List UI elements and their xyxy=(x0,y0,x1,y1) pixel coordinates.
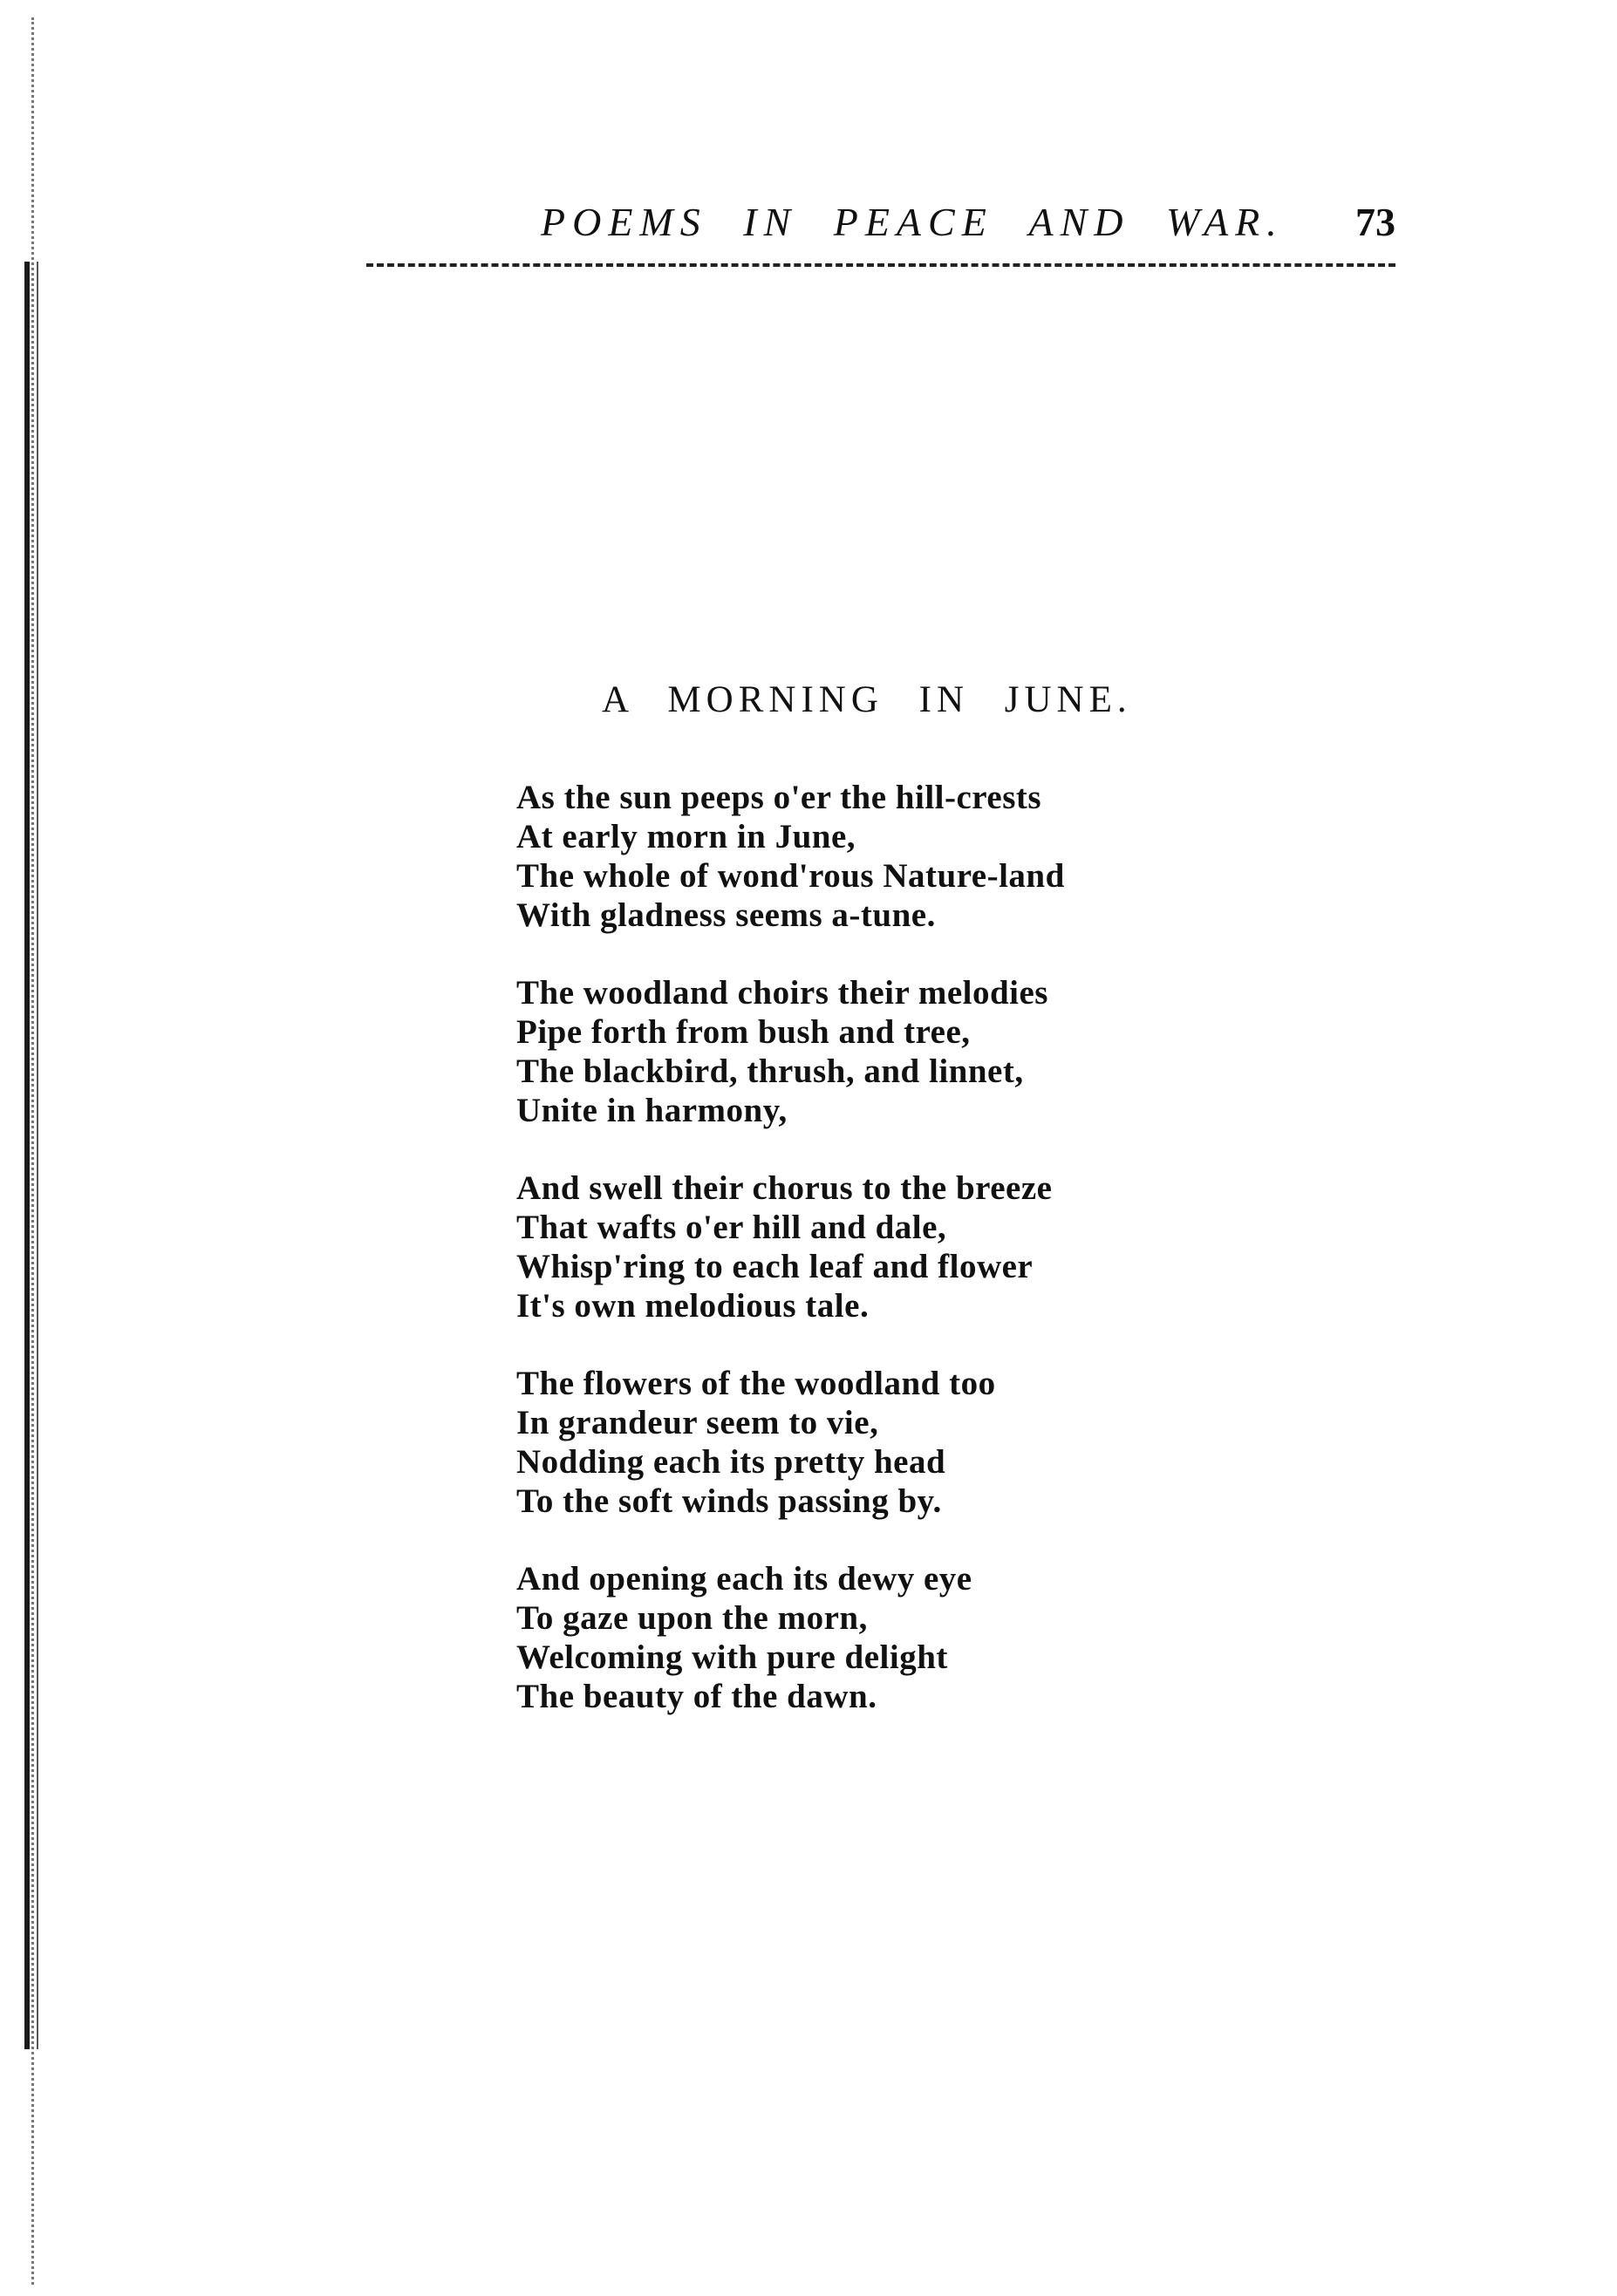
stanza xyxy=(516,1559,1179,1716)
poem-line: To gaze upon the morn, xyxy=(516,1599,868,1637)
poem-line: The blackbird, thrush, and linnet, xyxy=(516,1053,1024,1090)
running-title: POEMS IN PEACE AND WAR. xyxy=(541,200,1284,244)
poem-line: And swell their chorus to the breeze xyxy=(516,1169,1053,1207)
poem-line: That wafts o'er hill and dale, xyxy=(516,1209,947,1246)
page-binding-edge xyxy=(24,262,38,2049)
poem-line: It's own melodious tale. xyxy=(516,1287,870,1325)
poem-line: And opening each its dewy eye xyxy=(516,1560,972,1598)
page-number: 73 xyxy=(1355,200,1395,244)
stanza xyxy=(516,1364,1179,1521)
poem-line: The whole of wond'rous Nature-land xyxy=(516,857,1065,895)
poem-title: A MORNING IN JUNE. xyxy=(602,679,1132,720)
stanza xyxy=(516,973,1179,1130)
poem-line: Whisp'ring to each leaf and flower xyxy=(516,1248,1034,1285)
poem-line: At early morn in June, xyxy=(516,818,856,855)
poem-line: Unite in harmony, xyxy=(516,1092,788,1129)
poem-line: As the sun peeps o'er the hill-crests xyxy=(516,779,1042,816)
stanza xyxy=(516,1168,1179,1325)
header-rule xyxy=(366,263,1395,267)
poem-line: Nodding each its pretty head xyxy=(516,1443,946,1481)
poem-body xyxy=(516,778,1179,1754)
poem-line: Welcoming with pure delight xyxy=(516,1639,948,1676)
poem-line: To the soft winds passing by. xyxy=(516,1482,942,1520)
poem-line: The woodland choirs their melodies xyxy=(516,974,1048,1012)
poem-line: The flowers of the woodland too xyxy=(516,1365,996,1402)
poem-line: The beauty of the dawn. xyxy=(516,1678,877,1715)
poem-line: Pipe forth from bush and tree, xyxy=(516,1013,971,1051)
poem-line: In grandeur seem to vie, xyxy=(516,1404,879,1441)
poem-line: With gladness seems a-tune. xyxy=(516,896,936,934)
stanza xyxy=(516,778,1179,935)
